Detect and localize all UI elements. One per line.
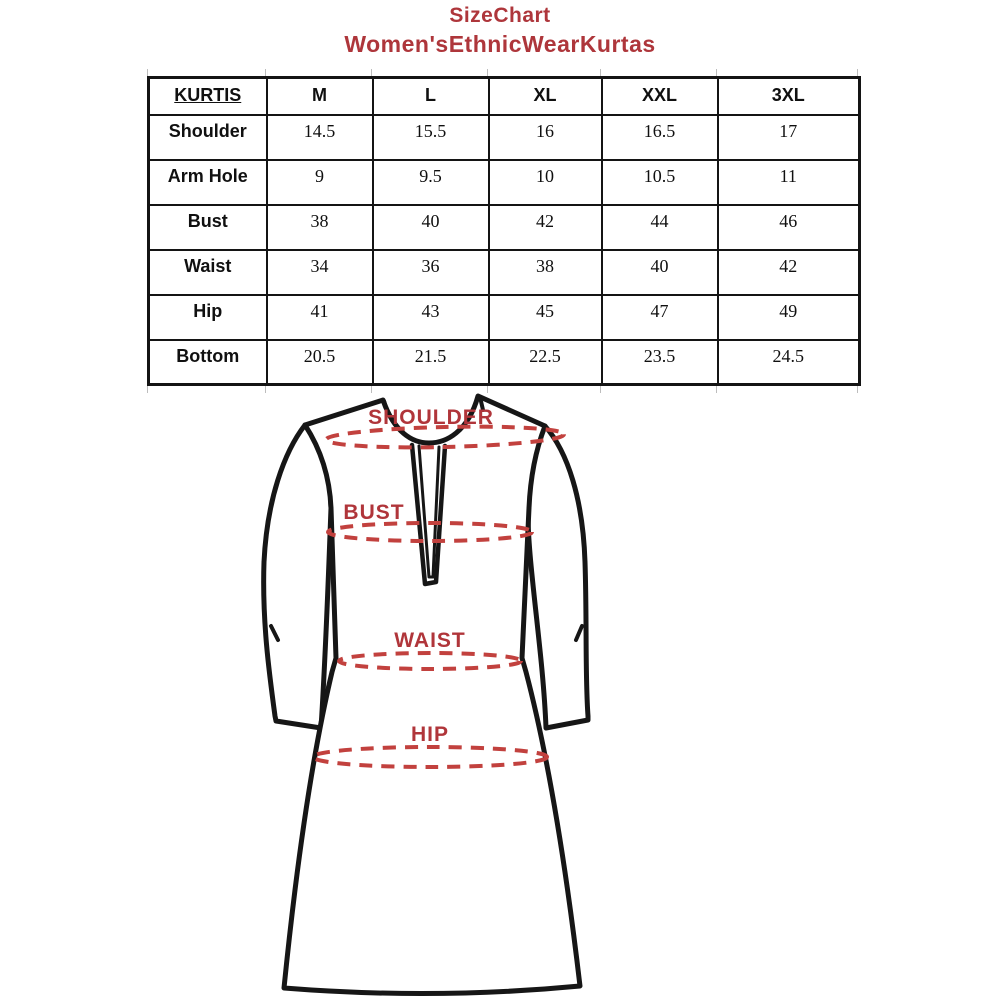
table-header-row [149,78,860,115]
row-label: Arm Hole [149,160,267,205]
value-cell: 17 [718,115,860,160]
table-row-bottom [149,340,860,385]
value-cell: 38 [489,250,602,295]
value-cell: 44 [602,205,718,250]
value-cell: 22.5 [489,340,602,385]
value-cell: 38 [267,205,373,250]
waist-label: WAIST [394,629,466,652]
left-sleeve [264,425,331,728]
value-cell: 16 [489,115,602,160]
table-row-armhole [149,160,860,205]
size-chart-table [147,76,861,386]
row-label: Waist [149,250,267,295]
header-cell-l: L [373,78,489,115]
value-cell: 40 [602,250,718,295]
shoulder-label: SHOULDER [368,406,494,429]
value-cell: 43 [373,295,489,340]
table-row-shoulder [149,115,860,160]
value-cell: 9 [267,160,373,205]
value-cell: 34 [267,250,373,295]
table-row-waist [149,250,860,295]
value-cell: 36 [373,250,489,295]
value-cell: 49 [718,295,860,340]
row-label: Hip [149,295,267,340]
table-grid-stubs-top [147,69,859,76]
value-cell: 23.5 [602,340,718,385]
title-line-1: SizeChart [449,4,551,27]
header-cell-xl: XL [489,78,602,115]
value-cell: 42 [489,205,602,250]
hip-label: HIP [410,723,450,746]
value-cell: 40 [373,205,489,250]
value-cell: 11 [718,160,860,205]
table-row-bust [149,205,860,250]
row-label: Bottom [149,340,267,385]
header-cell-m: M [267,78,373,115]
bust-label: BUST [343,501,405,524]
header-cell-3xl: 3XL [718,78,860,115]
value-cell: 21.5 [373,340,489,385]
value-cell: 14.5 [267,115,373,160]
value-cell: 15.5 [373,115,489,160]
value-cell: 42 [718,250,860,295]
table-row-hip [149,295,860,340]
right-sleeve [528,426,588,728]
value-cell: 47 [602,295,718,340]
page-title [0,4,1000,58]
value-cell: 16.5 [602,115,718,160]
header-cell-kurtis: KURTIS [149,78,267,115]
title-line-2: Women'sEthnicWearKurtas [344,31,656,57]
value-cell: 10.5 [602,160,718,205]
value-cell: 20.5 [267,340,373,385]
value-cell: 46 [718,205,860,250]
value-cell: 10 [489,160,602,205]
value-cell: 41 [267,295,373,340]
kurta-diagram [230,388,630,1002]
header-cell-xxl: XXL [602,78,718,115]
value-cell: 9.5 [373,160,489,205]
value-cell: 24.5 [718,340,860,385]
value-cell: 45 [489,295,602,340]
row-label: Bust [149,205,267,250]
row-label: Shoulder [149,115,267,160]
